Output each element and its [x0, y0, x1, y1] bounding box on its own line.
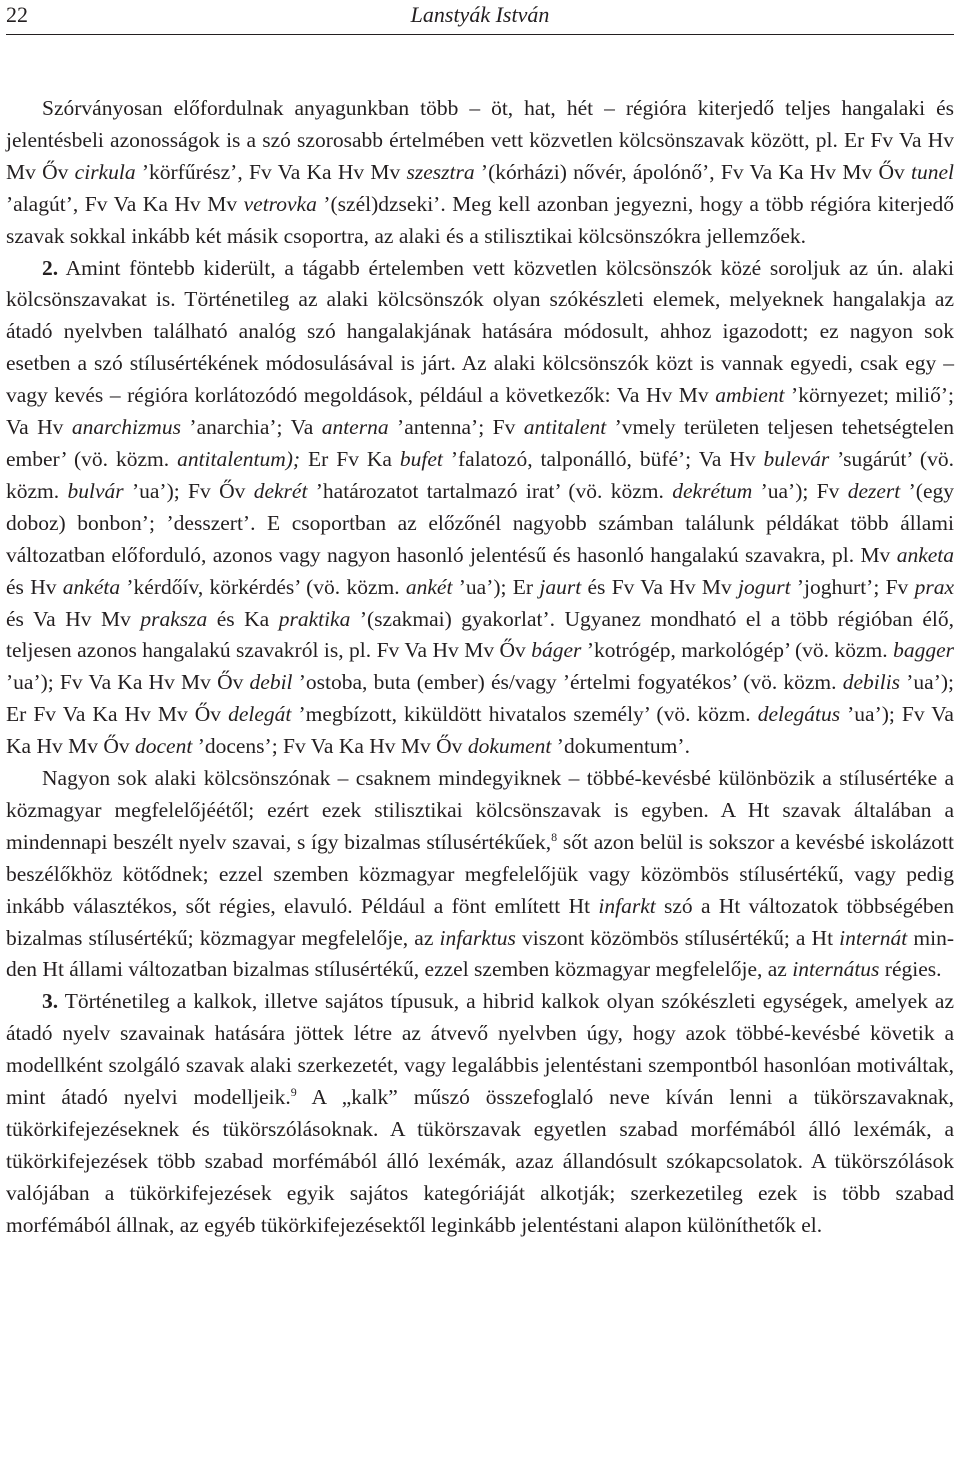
section-number: 3.: [42, 989, 59, 1014]
text-run: ’kotrógép, markológép’ (vö. közm.: [581, 638, 894, 663]
text-run: ’ua’); Er Fv Va Ka Hv Mv Őv: [6, 670, 954, 727]
paragraph: [6, 986, 954, 1241]
text-run: sőt azon belül is sokszor a kevésbé iskolázott beszélőkhöz kötődnek; ezzel szemben közmagyar megfelelőjük vagy közömbös stílusértékű, vagy pedig inkább választékos, sőt régies, elavuló. Például a fönt említett Ht: [6, 829, 954, 918]
italic-term: jaurt: [539, 574, 582, 599]
italic-term: debil: [249, 670, 293, 695]
section-number: 2.: [42, 255, 59, 280]
text-run: A „kalk” műszó összefoglaló neve kíván lenni a tükörszavaknak, tükörkifejezéseknek és tükörszólásoknak. A tükörszavak egyetlen szabad morfémából álló lexémák, a tükörkifejezések több szabad morfémából álló lexémák, azaz állandósult szókapcsolatok. A tükörszólások valójában a tükörkifejezések egyik sajátos kategóriáját alkotják; szerkezetileg ezek is több szabad morfémából állnak, az egyéb tükörkifejezésektől leginkább jelentéstani alapon különíthetők el.: [6, 1085, 954, 1237]
text-run: ’ua’); Fv: [752, 478, 848, 503]
text-run: ’ua’); Fv Va Ka Hv Mv Őv: [6, 702, 954, 759]
italic-term: báger: [531, 638, 582, 663]
italic-term: szesztra: [406, 159, 475, 184]
italic-term: dekrét: [253, 478, 308, 503]
italic-term: bufet: [399, 446, 443, 471]
paragraph: [6, 253, 954, 764]
italic-term: praksza: [140, 606, 208, 631]
text-run: és Va Hv Mv: [6, 606, 141, 631]
italic-term: ambient: [715, 383, 785, 408]
text-run: ’határozatot tartalmazó irat’ (vö. közm.: [307, 478, 673, 503]
italic-term: ankéta: [62, 574, 121, 599]
text-run: és Ka: [207, 606, 279, 631]
text-run: ’környezet; miliő’; Va Hv: [6, 383, 954, 440]
italic-term: tunel: [911, 159, 954, 184]
italic-term: dezert: [847, 478, 901, 503]
text-run: minden Ht állami változatban bizalmas stílusértékű, ezzel szemben közmagyar megfelelője, az: [6, 925, 954, 982]
text-run: ’ua’); Fv Őv: [123, 478, 254, 503]
italic-term: bulvár: [67, 478, 124, 503]
footnote-ref: 9: [290, 1085, 297, 1100]
italic-term: cirkula: [74, 159, 136, 184]
text-run: Történetileg a kalkok, illetve sajátos típusuk, a hibrid kalkok olyan szókészleti egységek, amelyek az átadó nyelv szavainak hatására jöttek létre az átvevő nyelvben úgy, hogy azok többé-kevésbé követik a modellként szolgáló szavak alaki szerkezetét, vagy legalábbis jelentéstani szempontból hasonlóan motiváltak, mint átadó nyelvi modelljeik.: [6, 989, 954, 1110]
text-run: Nagyon sok alaki kölcsönszónak – csaknem mindegyiknek – többé-kevésbé különbözik a stílusértéke a közmagyar megfelelőjéétől; ezért ezek stilisztikai kölcsönszavak is egyben. A Ht szavak általában a mindennapi beszélt nyelv szavai, s így bizalmas stílusértékűek,: [6, 766, 954, 854]
text-run: ’kérdőív, körkérdés’ (vö. közm.: [120, 574, 406, 599]
text-run: ’alagút’, Fv Va Ka Hv Mv: [6, 191, 244, 216]
italic-term: internát: [839, 925, 908, 950]
text-run: ’falatozó, talponálló, büfé’; Va Hv: [442, 446, 764, 471]
italic-term: antitalentum);: [177, 446, 301, 471]
text-run: ’(kórházi) nővér, ápolónő’, Fv Va Ka Hv Mv Őv: [474, 159, 911, 184]
paragraph: [6, 93, 954, 253]
text-run: ’ua’); Er: [452, 574, 540, 599]
italic-term: internátus: [792, 957, 880, 982]
text-run: ’vmely területen teljesen tehetségtelen ember’ (vö. közm.: [6, 415, 954, 471]
footnote-ref: 8: [551, 829, 558, 844]
text-run: ’(szakmai) gyakorlat’. Ugyanez mondható el a több régióban élő, teljesen azonos hangalakú szavakról is, pl. Fv Va Hv Mv Őv: [6, 606, 954, 663]
italic-term: delegátus: [757, 702, 841, 727]
text-run: ’(egy doboz) bonbon’; ’desszert’. E csoportban az előzőnél nagyobb számban találunk példákat több állami változatban előforduló, azonos vagy nagyon hasonló jelentésű és hasonló hangalakú szavakra, pl. Mv: [6, 478, 954, 567]
italic-term: bulevár: [763, 446, 830, 471]
running-head-author: Lanstyák István: [410, 2, 550, 27]
body-text: [6, 93, 954, 1242]
text-run: szó a Ht változatok többségében bizalmas stílusértékű; közmagyar megfelelője, az: [6, 893, 954, 950]
text-run: ’ostoba, buta (ember) és/vagy ’értelmi fogyatékos’ (vö. közm.: [292, 670, 843, 695]
italic-term: jogurt: [738, 574, 791, 599]
italic-term: bagger: [893, 638, 954, 663]
italic-term: anketa: [896, 542, 954, 567]
text-run: ’docens’; Fv Va Ka Hv Mv Őv: [192, 734, 468, 759]
italic-term: dokument: [467, 734, 552, 759]
italic-term: vetrovka: [243, 191, 317, 216]
italic-term: delegát: [228, 702, 292, 727]
italic-term: praktika: [278, 606, 351, 631]
text-run: ’dokumentum’.: [551, 734, 690, 759]
text-run: ’megbízott, kiküldött hivatalos személy’ (vö. közm.: [291, 702, 758, 727]
italic-term: anterna: [321, 415, 389, 440]
italic-term: infarkt: [598, 893, 656, 918]
italic-term: docent: [135, 734, 193, 759]
italic-term: infarktus: [439, 925, 516, 950]
text-run: Amint föntebb kiderült, a tágabb értelemben vett közvetlen kölcsönszók közé soroljuk az ún. alaki kölcsönszavakat is. Történetileg az alaki kölcsönszók olyan szókészleti elemek, melyeknek hangalakja az átadó nyelvben található analóg szó hangalakjának hatására módosult, ahhoz igazodott; ez nagyon sok esetben a szó stílusértékének módosulásával is járt. Az alaki kölcsönszók közt is vannak egyedi, csak egy – vagy kevés – régióra korlátozódó megoldások, például a következők: Va Hv Mv: [6, 255, 954, 408]
text-run: régies.: [879, 957, 942, 982]
italic-term: ankét: [405, 574, 453, 599]
running-header: [6, 0, 954, 35]
text-run: ’ua’); Fv Va Ka Hv Mv Őv: [6, 670, 250, 695]
italic-term: debilis: [842, 670, 901, 695]
italic-term: anarchizmus: [71, 415, 181, 440]
text-run: ’körfűrész’, Fv Va Ka Hv Mv: [135, 159, 407, 184]
text-run: ’anarchia’; Va: [180, 415, 322, 440]
text-run: ’(szél)dzseki’. Meg kell azonban jegyezni, hogy a több régióra kiterjedő szavak sokkal inkább két másik csoportra, az alaki és a stilisztikai kölcsönszókra jellemzőek.: [6, 191, 954, 248]
text-run: viszont közömbös stílusértékű; a Ht: [515, 925, 840, 950]
text-run: ’antenna’; Fv: [388, 415, 524, 440]
italic-term: dekrétum: [672, 478, 753, 503]
text-run: ’sugárút’ (vö. közm.: [6, 446, 954, 503]
italic-term: antitalent: [523, 415, 607, 440]
text-run: Szórványosan előfordulnak anyagunkban több – öt, hat, hét – régióra kiterjedő teljes hangalaki és jelentésbeli azonosságok is a szó szorosabb értelmében vett közvetlen kölcsönszavak között, pl. Er Fv Va Hv Mv Őv: [6, 96, 954, 184]
text-run: és Fv Va Hv Mv: [581, 574, 739, 599]
paragraph: [6, 763, 954, 986]
page-number: 22: [6, 2, 28, 27]
text-run: ’joghurt’; Fv: [790, 574, 915, 599]
text-run: Er Fv Ka: [300, 446, 400, 471]
italic-term: prax: [914, 574, 955, 599]
text-run: és Hv: [6, 574, 63, 599]
